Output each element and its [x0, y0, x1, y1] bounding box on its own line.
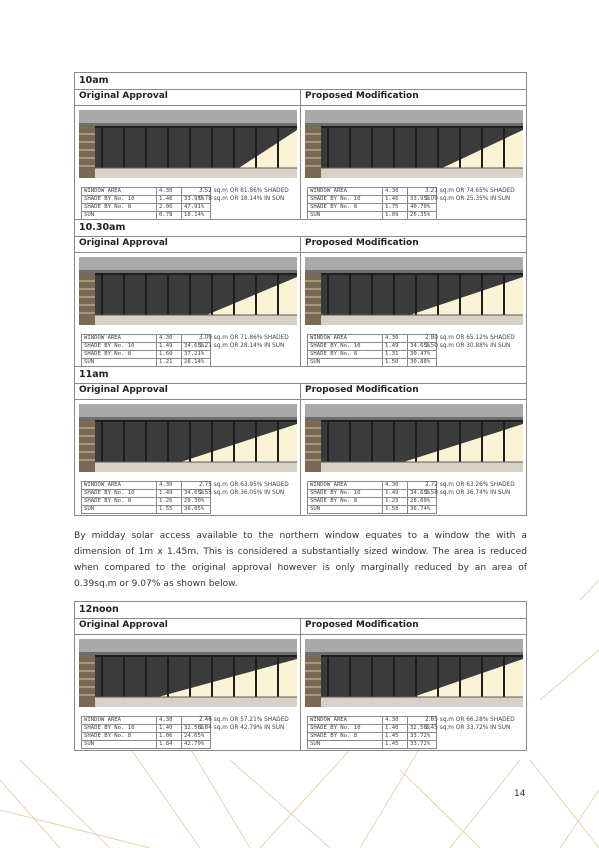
table-row: SUN 1.55 36.05% — [82, 506, 211, 514]
shadow-render-svg — [305, 639, 523, 707]
shadow-area-table — [81, 716, 211, 749]
section-header-row — [75, 619, 526, 635]
sun-note: 1.21 sq.m OR 28.14% IN SUN — [199, 343, 285, 349]
table-row: SUN 1.21 28.14% — [82, 359, 211, 367]
shadow-render-image — [305, 110, 523, 178]
table-row: SUN 1.09 25.35% — [308, 212, 437, 220]
sun-note: 1.45 sq.m OR 33.72% IN SUN — [425, 725, 511, 731]
proposed-modification-heading: Proposed Modification — [300, 237, 526, 252]
table-row: SHADE BY No. 10 1.49 34.65% — [308, 343, 437, 351]
section-11am — [74, 366, 527, 516]
table-row: WINDOW AREA 4.30 — [308, 482, 437, 490]
table-row: WINDOW AREA 4.30 — [82, 188, 211, 196]
shadow-area-table — [307, 187, 437, 220]
section-header-row — [75, 237, 526, 253]
section-10-30am — [74, 219, 527, 369]
original-approval-panel — [75, 253, 300, 368]
table-row: SHADE BY No. 10 1.46 33.95% — [82, 196, 211, 204]
table-row: SHADE BY No. 8 1.06 24.65% — [82, 733, 211, 741]
shading-summary-note — [199, 716, 289, 732]
table-row: WINDOW AREA 4.30 — [308, 335, 437, 343]
section-time-label: 10am — [75, 73, 526, 90]
proposed-modification-panel — [300, 400, 526, 515]
table-row: SUN 1.84 42.79% — [82, 741, 211, 749]
shading-summary-note — [199, 481, 289, 497]
original-approval-heading: Original Approval — [79, 91, 168, 101]
table-row: SUN 1.45 33.72% — [308, 741, 437, 749]
section-12noon — [74, 601, 527, 751]
table-row: WINDOW AREA 4.30 — [82, 335, 211, 343]
table-row: SHADE BY No. 8 1.60 37.21% — [82, 351, 211, 359]
table-row: SHADE BY No. 10 1.49 34.65% — [82, 343, 211, 351]
shading-summary-note — [199, 334, 289, 350]
sun-note: 1.50 sq.m OR 30.88% IN SUN — [425, 343, 511, 349]
table-row: WINDOW AREA 4.30 — [308, 717, 437, 725]
original-approval-heading: Original Approval — [79, 620, 168, 630]
shaded-note: 2.85 sq.m OR 66.28% SHADED — [425, 717, 515, 723]
shadow-render-svg — [79, 639, 297, 707]
section-10am — [74, 72, 527, 222]
section-header-row — [75, 90, 526, 106]
proposed-modification-heading: Proposed Modification — [300, 619, 526, 634]
section-content-row — [75, 400, 526, 515]
shading-summary-note — [425, 716, 515, 732]
shadow-render-image — [79, 404, 297, 472]
shadow-render-svg — [79, 110, 297, 178]
shaded-note: 2.80 sq.m OR 65.12% SHADED — [425, 335, 515, 341]
shadow-area-table — [307, 716, 437, 749]
section-header-row — [75, 384, 526, 400]
sun-note: 1.55 sq.m OR 36.05% IN SUN — [199, 490, 285, 496]
shading-summary-note — [425, 481, 515, 497]
table-row: SHADE BY No. 10 1.49 34.65% — [82, 490, 211, 498]
shadow-render-image — [305, 639, 523, 707]
table-row: SHADE BY No. 10 1.40 32.56% — [82, 725, 211, 733]
original-approval-panel — [75, 635, 300, 750]
shading-summary-note — [425, 334, 515, 350]
table-row: SHADE BY No. 8 1.75 40.70% — [308, 204, 437, 212]
shaded-note: 2.72 sq.m OR 63.26% SHADED — [425, 482, 515, 488]
table-row: WINDOW AREA 4.30 — [308, 188, 437, 196]
table-row: SUN 0.78 18.14% — [82, 212, 211, 220]
section-content-row — [75, 106, 526, 221]
table-row: WINDOW AREA 4.30 — [82, 717, 211, 725]
shaded-note: 3.52 sq.m OR 81.86% SHADED — [199, 188, 289, 194]
table-row: SHADE BY No. 8 1.45 33.72% — [308, 733, 437, 741]
section-content-row — [75, 253, 526, 368]
table-row: SHADE BY No. 8 2.06 47.91% — [82, 204, 211, 212]
original-approval-panel — [75, 400, 300, 515]
table-row: SHADE BY No. 8 1.23 28.60% — [308, 498, 437, 506]
section-time-label: 10.30am — [75, 220, 526, 237]
shadow-render-svg — [305, 404, 523, 472]
body-paragraph: By midday solar access available to the northern window equates to a window the with a dimension of 1m x 1.45m. This is considered a substantially sized window. The area is reduced when compared to the original approval however is only marginally reduced by an area of 0.39sq.m or 9.07% as shown below. — [74, 531, 527, 589]
shadow-render-image — [79, 110, 297, 178]
section-time-label: 11am — [75, 367, 526, 384]
shadow-render-image — [79, 639, 297, 707]
proposed-modification-panel — [300, 635, 526, 750]
sun-note: 1.58 sq.m OR 36.74% IN SUN — [425, 490, 511, 496]
table-row: SHADE BY No. 10 1.46 33.95% — [308, 196, 437, 204]
shadow-render-image — [305, 404, 523, 472]
table-row: WINDOW AREA 4.30 — [82, 482, 211, 490]
original-approval-heading: Original Approval — [79, 385, 168, 395]
shadow-area-table — [307, 481, 437, 514]
shading-summary-note — [199, 187, 289, 203]
shadow-render-image — [305, 257, 523, 325]
shaded-note: 3.21 sq.m OR 74.65% SHADED — [425, 188, 515, 194]
proposed-modification-panel — [300, 106, 526, 221]
shadow-render-svg — [305, 257, 523, 325]
shadow-area-table — [81, 187, 211, 220]
shadow-area-table — [307, 334, 437, 367]
sun-note: 0.78 sq.m OR 18.14% IN SUN — [199, 196, 285, 202]
sun-note: 1.09 sq.m OR 25.35% IN SUN — [425, 196, 511, 202]
table-row: SHADE BY No. 8 1.26 29.30% — [82, 498, 211, 506]
shadow-area-table — [81, 334, 211, 367]
shadow-render-svg — [79, 257, 297, 325]
shading-summary-note — [425, 187, 515, 203]
shadow-area-table — [81, 481, 211, 514]
shaded-note: 3.09 sq.m OR 71.86% SHADED — [199, 335, 289, 341]
shaded-note: 2.46 sq.m OR 57.21% SHADED — [199, 717, 289, 723]
table-row: SHADE BY No. 10 1.40 32.56% — [308, 725, 437, 733]
sun-note: 1.84 sq.m OR 42.79% IN SUN — [199, 725, 285, 731]
proposed-modification-heading: Proposed Modification — [300, 384, 526, 399]
shadow-render-svg — [79, 404, 297, 472]
original-approval-panel — [75, 106, 300, 221]
section-content-row — [75, 635, 526, 750]
table-row: SHADE BY No. 8 1.31 30.47% — [308, 351, 437, 359]
table-row: SUN 1.50 30.88% — [308, 359, 437, 367]
table-row: SUN 1.58 36.74% — [308, 506, 437, 514]
section-time-label: 12noon — [75, 602, 526, 619]
original-approval-heading: Original Approval — [79, 238, 168, 248]
proposed-modification-heading: Proposed Modification — [300, 90, 526, 105]
shaded-note: 2.75 sq.m OR 63.95% SHADED — [199, 482, 289, 488]
table-row: SHADE BY No. 10 1.49 34.65% — [308, 490, 437, 498]
proposed-modification-panel — [300, 253, 526, 368]
page-number: 14 — [514, 789, 526, 799]
shadow-render-image — [79, 257, 297, 325]
shadow-render-svg — [305, 110, 523, 178]
